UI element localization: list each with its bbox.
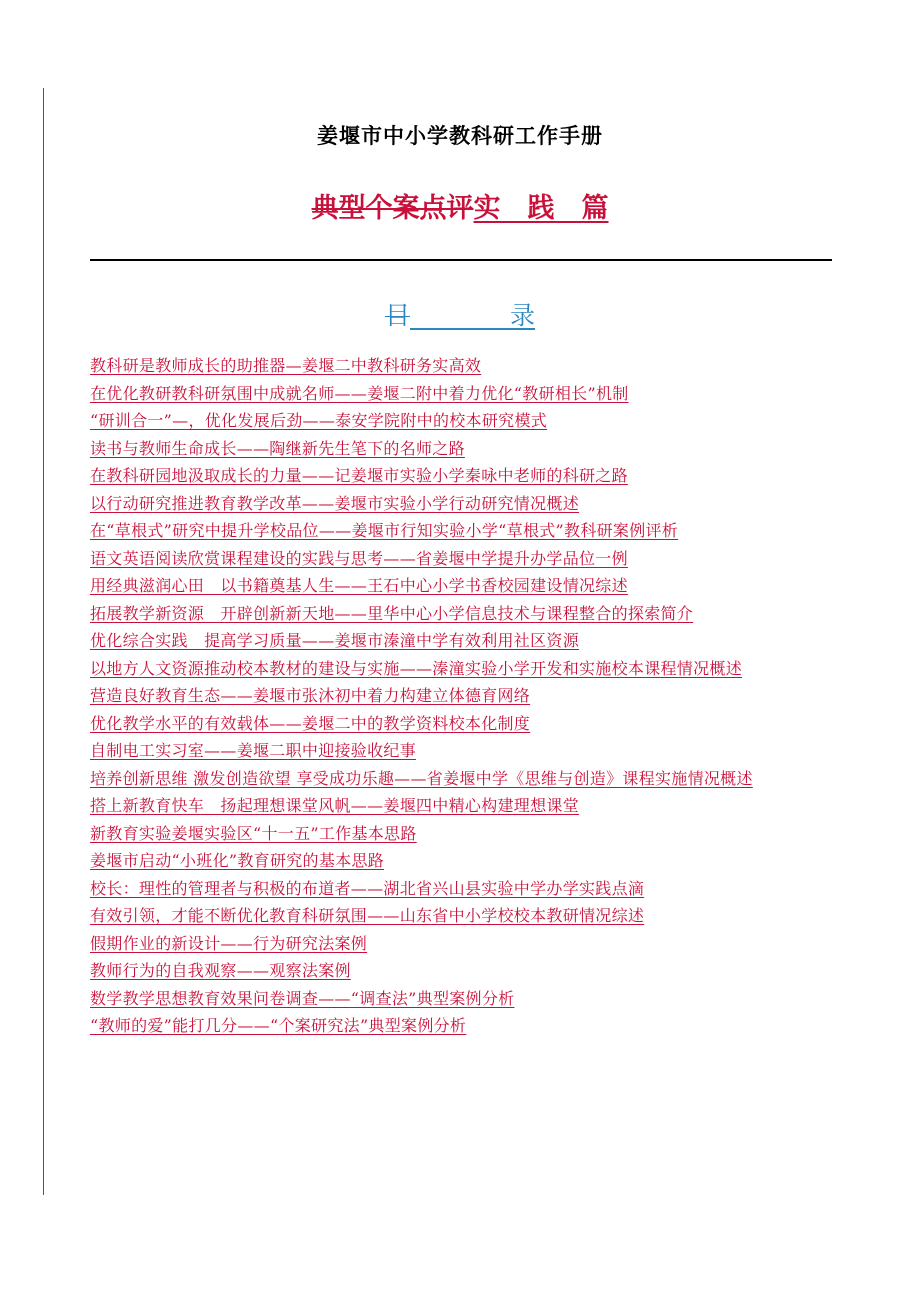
toc-link[interactable]: 以地方人文资源推动校本教材的建设与实施——溱潼实验小学开发和实施校本课程情况概述 bbox=[90, 658, 743, 678]
toc-link[interactable]: 数学教学思想教育效果问卷调查——“调查法”典型案例分析 bbox=[90, 988, 515, 1008]
toc-item[interactable] bbox=[90, 792, 835, 820]
toc-item[interactable] bbox=[90, 985, 835, 1013]
toc-item[interactable] bbox=[90, 407, 835, 435]
toc-link[interactable]: 教科研是教师成长的助推器—姜堰二中教科研务实高效 bbox=[90, 356, 482, 375]
toc-item[interactable] bbox=[90, 820, 835, 848]
toc-link[interactable]: “教师的爱”能打几分——“个案研究法”典型案例分析 bbox=[90, 1016, 467, 1035]
toc-item[interactable] bbox=[90, 930, 835, 958]
toc-item[interactable] bbox=[90, 517, 835, 545]
toc-item[interactable] bbox=[90, 847, 835, 875]
toc-heading bbox=[0, 296, 920, 332]
toc-link[interactable]: 语文英语阅读欣赏课程建设的实践与思考——省姜堰中学提升办学品位一例 bbox=[90, 548, 628, 568]
toc-item[interactable] bbox=[90, 435, 835, 463]
table-of-contents bbox=[90, 352, 835, 1040]
toc-link[interactable]: “研训合一”—，优化发展后劲——泰安学院附中的校本研究模式 bbox=[90, 411, 548, 430]
toc-link[interactable]: 校长：理性的管理者与积极的布道者——湖北省兴山县实验中学办学实践点滴 bbox=[90, 878, 645, 898]
toc-item[interactable] bbox=[90, 957, 835, 985]
toc-item[interactable] bbox=[90, 545, 835, 573]
toc-link[interactable]: 教师行为的自我观察——观察法案例 bbox=[90, 961, 351, 980]
toc-item[interactable] bbox=[90, 765, 835, 793]
page-margin-line bbox=[43, 88, 44, 1195]
toc-item[interactable] bbox=[90, 902, 835, 930]
toc-item[interactable] bbox=[90, 380, 835, 408]
toc-item[interactable] bbox=[90, 710, 835, 738]
toc-item[interactable] bbox=[90, 682, 835, 710]
toc-link[interactable]: 新教育实验姜堰实验区“十一五”工作基本思路 bbox=[90, 823, 417, 843]
toc-link[interactable]: 读书与教师生命成长——陶继新先生笔下的名师之路 bbox=[90, 438, 465, 458]
section-subtitle bbox=[0, 186, 920, 225]
toc-link[interactable]: 自制电工实习室——姜堰二职中迎接验收纪事 bbox=[90, 741, 417, 760]
toc-link[interactable]: 假期作业的新设计——行为研究法案例 bbox=[90, 933, 368, 953]
toc-link[interactable]: 有效引领，才能不断优化教育科研氛围——山东省中小学校校本教研情况综述 bbox=[90, 906, 645, 925]
toc-item[interactable] bbox=[90, 572, 835, 600]
toc-link[interactable]: 营造良好教育生态——姜堰市张沐初中着力构建立体德育网络 bbox=[90, 686, 531, 705]
toc-item[interactable] bbox=[90, 352, 835, 380]
toc-link[interactable]: 优化综合实践 提高学习质量——姜堰市溱潼中学有效利用社区资源 bbox=[90, 631, 580, 650]
toc-link[interactable]: 在教科研园地汲取成长的力量——记姜堰市实验小学秦咏中老师的科研之路 bbox=[90, 466, 628, 485]
toc-item[interactable] bbox=[90, 1012, 835, 1040]
toc-link[interactable]: 搭上新教育快车 扬起理想课堂风帆——姜堰四中精心构建理想课堂 bbox=[90, 796, 580, 815]
toc-link[interactable]: 以行动研究推进教育教学改革——姜堰市实验小学行动研究情况概述 bbox=[90, 493, 580, 513]
toc-item[interactable] bbox=[90, 600, 835, 628]
toc-item[interactable] bbox=[90, 627, 835, 655]
toc-item[interactable] bbox=[90, 490, 835, 518]
toc-heading-char-1: 目 bbox=[384, 301, 410, 330]
toc-link[interactable]: 优化教学水平的有效载体——姜堰二中的教学资料校本化制度 bbox=[90, 713, 531, 733]
horizontal-divider bbox=[90, 259, 832, 261]
subtitle-underlined-text: 实 践 篇 bbox=[473, 193, 609, 224]
toc-heading-char-2: 录 bbox=[410, 301, 536, 330]
toc-link[interactable]: 在“草根式”研究中提升学校品位——姜堰市行知实验小学“草根式”教科研案例评析 bbox=[90, 521, 679, 540]
toc-item[interactable] bbox=[90, 737, 835, 765]
toc-item[interactable] bbox=[90, 655, 835, 683]
toc-link[interactable]: 培养创新思维 激发创造欲望 享受成功乐趣——省姜堰中学《思维与创造》课程实施情况概述 bbox=[90, 768, 753, 788]
toc-link[interactable]: 在优化教研教科研氛围中成就名师——姜堰二附中着力优化“教研相长”机制 bbox=[90, 383, 629, 403]
toc-link[interactable]: 拓展教学新资源 开辟创新新天地——里华中心小学信息技术与课程整合的探索简介 bbox=[90, 603, 694, 623]
toc-item[interactable] bbox=[90, 875, 835, 903]
subtitle-struck-text: 典型个案点评 bbox=[311, 193, 474, 224]
toc-link[interactable]: 姜堰市启动“小班化”教育研究的基本思路 bbox=[90, 851, 385, 870]
page-title: 姜堰市中小学教科研工作手册 bbox=[317, 124, 603, 148]
toc-item[interactable] bbox=[90, 462, 835, 490]
toc-link[interactable]: 用经典滋润心田 以书籍奠基人生——王石中心小学书香校园建设情况综述 bbox=[90, 576, 628, 595]
